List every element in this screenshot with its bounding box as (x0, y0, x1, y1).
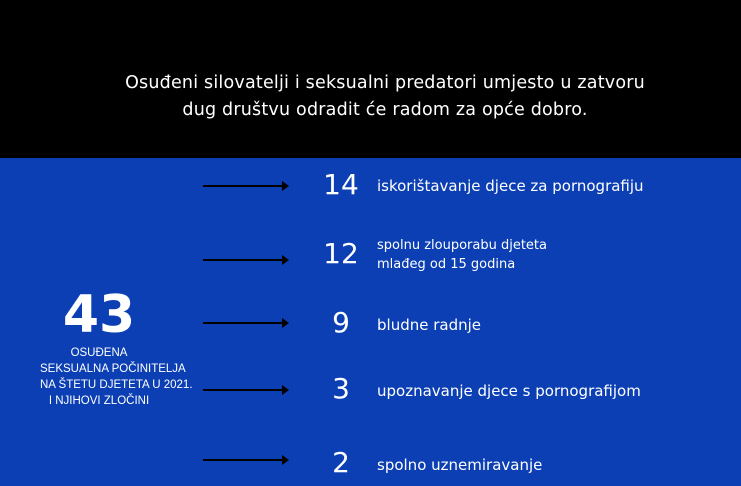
arrow-right-icon (203, 259, 287, 261)
crime-label: bludne radnje (377, 316, 482, 334)
total-caption-line: SEKSUALNA POČINITELJA (40, 363, 186, 375)
crime-label: iskorištavanje djece za pornografiju (377, 177, 644, 195)
header-banner (0, 0, 741, 158)
total-caption-line: OSUĐENA (70, 347, 128, 359)
crime-count: 2 (332, 446, 350, 479)
crime-label (377, 236, 547, 274)
total-caption (40, 345, 193, 409)
headline-line-1: Osuđeni silovatelji i seksualni predatori umjesto u zatvoru (125, 73, 645, 93)
arrow-right-icon (203, 459, 287, 461)
crime-label: upoznavanje djece s pornografijom (377, 382, 641, 400)
crime-count: 3 (332, 372, 350, 405)
total-caption-line: I NJIHOVI ZLOČINI (48, 395, 150, 407)
arrow-right-icon (203, 185, 287, 187)
total-number: 43 (62, 285, 136, 345)
arrow-right-icon (203, 322, 287, 324)
total-summary (40, 285, 193, 409)
headline (100, 70, 670, 124)
crime-count: 9 (332, 306, 350, 339)
arrow-right-icon (203, 389, 287, 391)
crime-label-line: mlađeg od 15 godina (377, 257, 516, 272)
headline-line-2: dug društvu odradit će radom za opće dobro. (182, 100, 588, 120)
crime-count: 12 (323, 237, 359, 270)
total-caption-line: NA ŠTETU DJETETA U 2021. (40, 379, 193, 391)
crime-label-line: spolnu zlouporabu djeteta (377, 238, 547, 253)
crime-count: 14 (323, 168, 359, 201)
crime-label: spolno uznemiravanje (377, 456, 543, 474)
